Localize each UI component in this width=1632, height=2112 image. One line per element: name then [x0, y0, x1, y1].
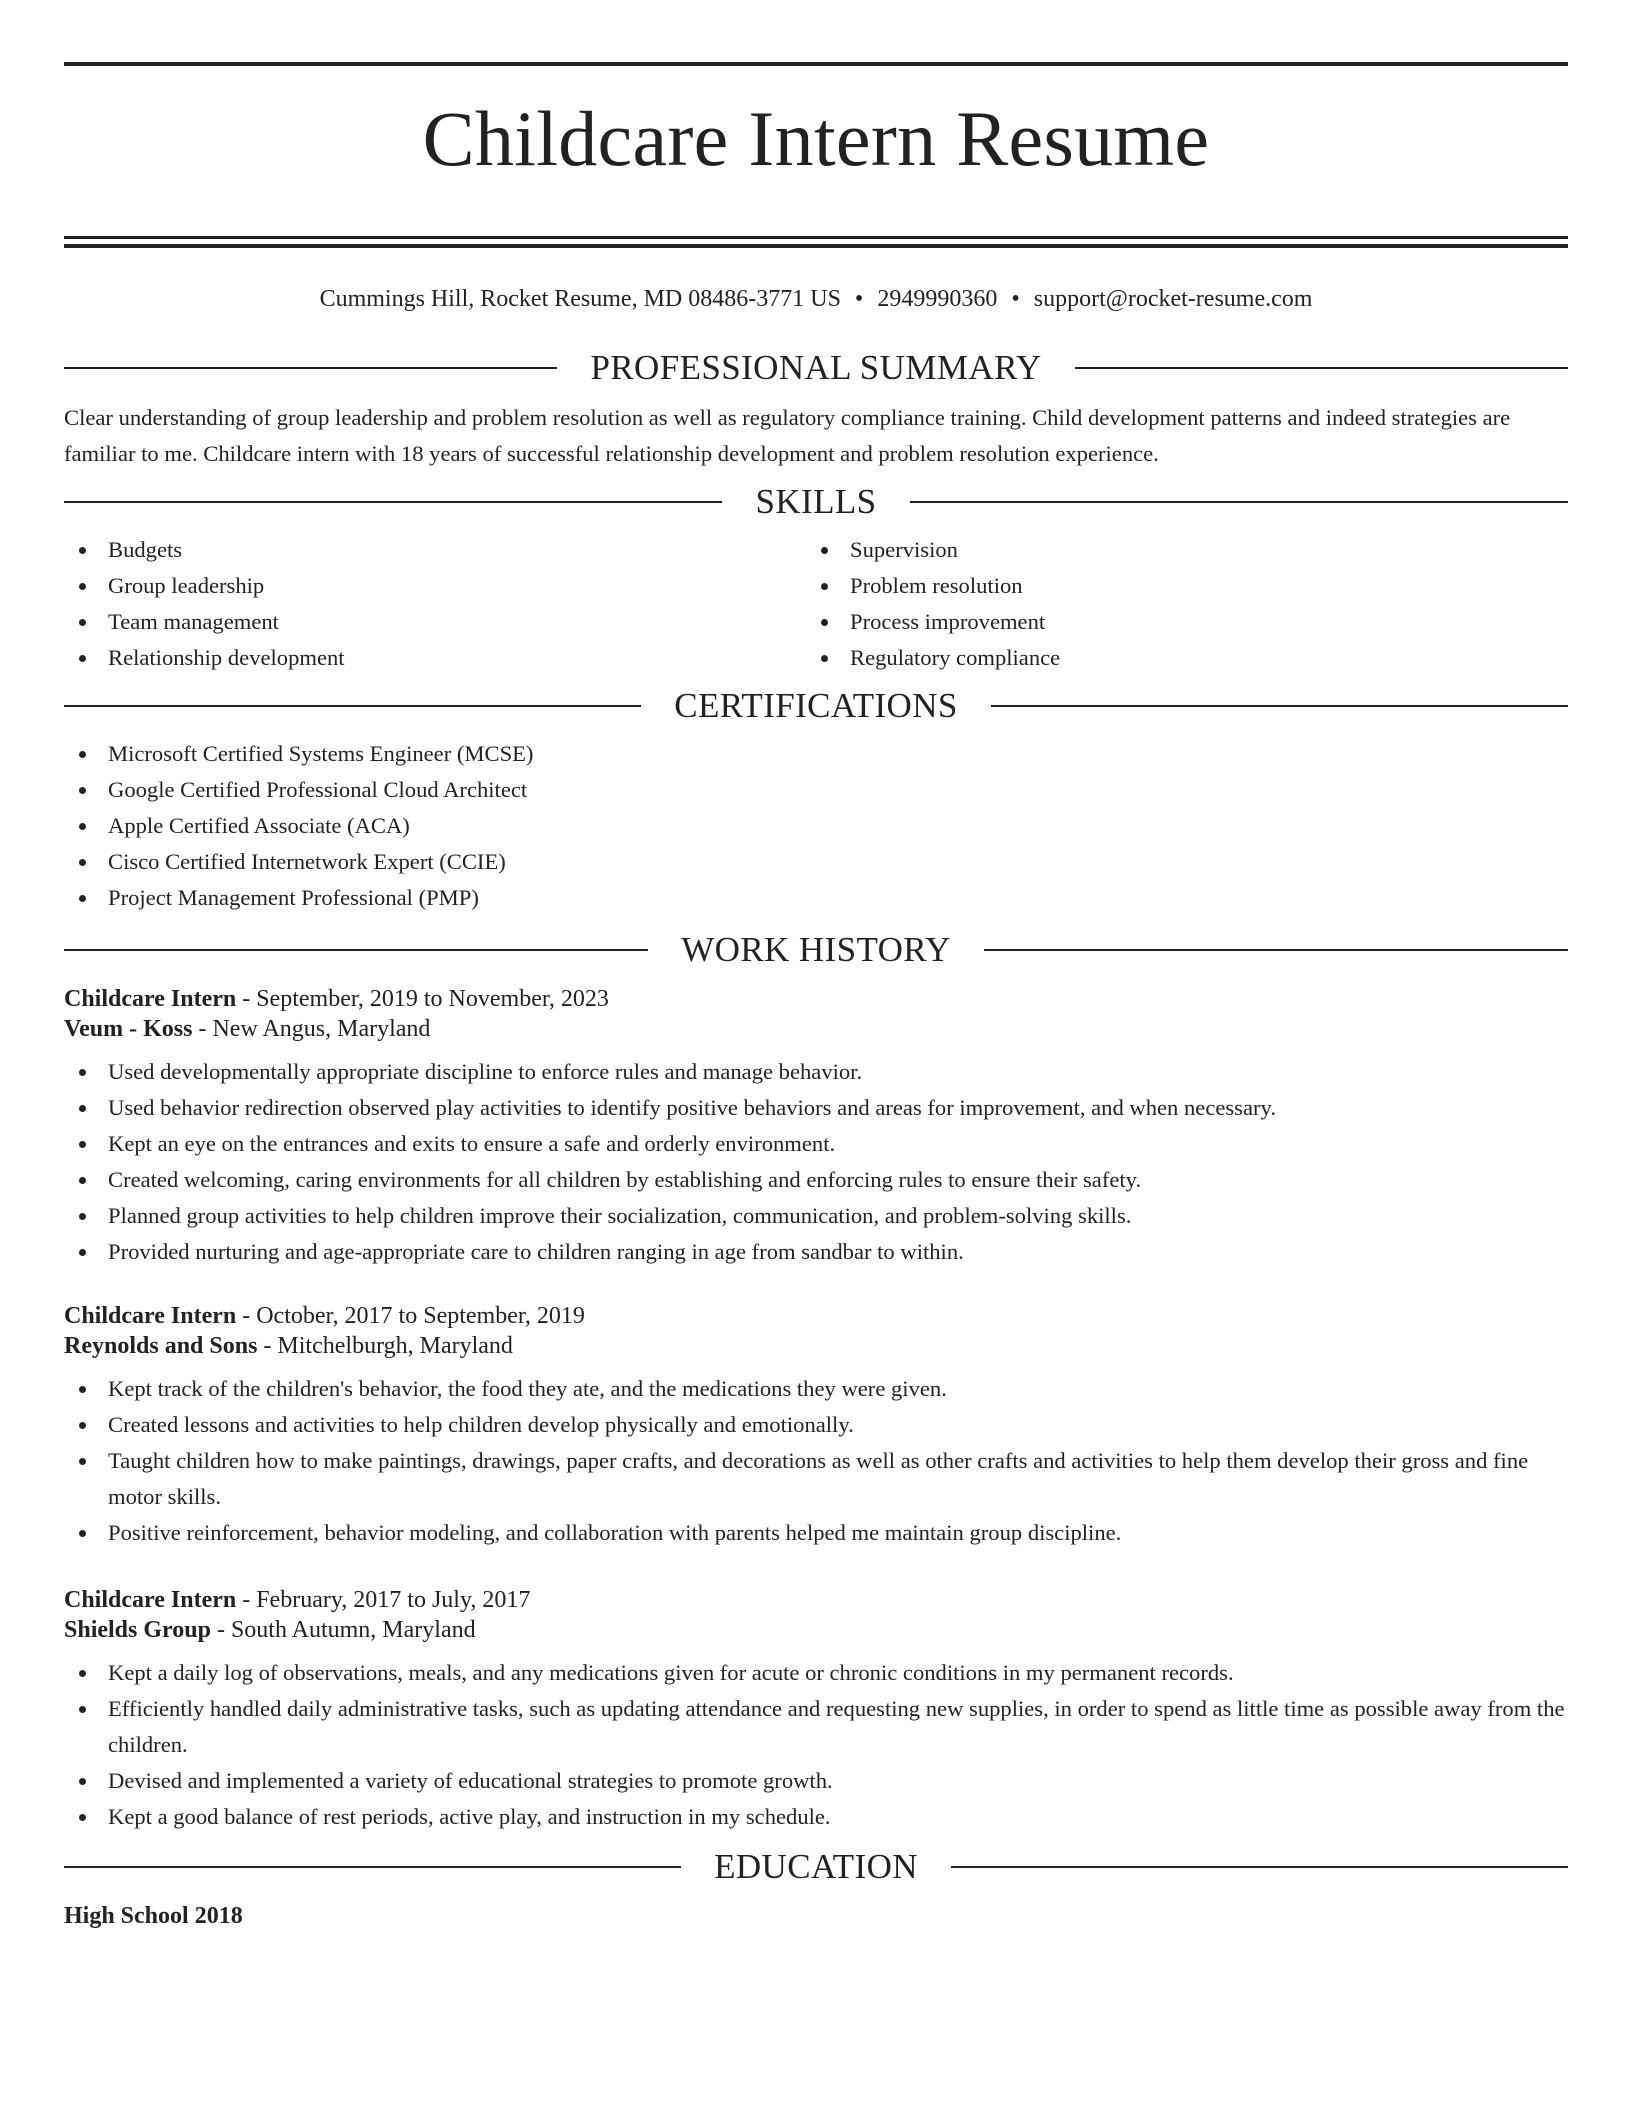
resume-content [64, 62, 1568, 1931]
job-location: - New Angus, Maryland [192, 1016, 431, 1042]
job-bullet: Planned group activities to help children improve their socialization, communication, and problem-solving skills. [64, 1198, 1568, 1234]
skill-item: Relationship development [64, 640, 806, 676]
job-company: Reynolds and Sons [64, 1333, 258, 1359]
section-heading-certifications [64, 686, 1568, 726]
job-bullet: Positive reinforcement, behavior modeling, and collaboration with parents helped me maintain group discipline. [64, 1515, 1568, 1551]
contact-separator: • [1011, 286, 1020, 312]
section-heading-work-history [64, 930, 1568, 970]
contact-email: support@rocket-resume.com [1033, 286, 1313, 312]
skill-item: Supervision [806, 532, 1548, 568]
heading-rule-left [64, 501, 722, 503]
job-bullet: Created lessons and activities to help children develop physically and emotionally. [64, 1407, 1568, 1443]
job-title-line [64, 1301, 1568, 1331]
certification-item: Cisco Certified Internetwork Expert (CCIE) [64, 844, 1568, 880]
section-heading-summary [64, 348, 1568, 388]
summary-text: Clear understanding of group leadership and problem resolution as well as regulatory compliance training. Child development patterns and indeed strategies are familiar to me. Childcare intern with 18 years of successful relationship development and problem resolution experience. [64, 405, 1511, 466]
job-company-line [64, 1615, 1568, 1645]
job-bullets [64, 1054, 1568, 1270]
section-heading-skills [64, 482, 1568, 522]
job-company-line [64, 1331, 1568, 1361]
contact-address: Cummings Hill, Rocket Resume, MD 08486-3771 US [319, 286, 841, 312]
skill-item: Problem resolution [806, 568, 1548, 604]
certification-item: Microsoft Certified Systems Engineer (MCSE) [64, 736, 1568, 772]
heading-rule-right [991, 705, 1568, 707]
skills-grid [64, 532, 1568, 676]
skill-item: Group leadership [64, 568, 806, 604]
job-bullets [64, 1371, 1568, 1551]
heading-rule-right [951, 1866, 1568, 1868]
heading-rule-right [984, 949, 1568, 951]
heading-rule-right [910, 501, 1568, 503]
job-bullet: Devised and implemented a variety of educational strategies to promote growth. [64, 1763, 1568, 1799]
certification-item: Project Management Professional (PMP) [64, 880, 1568, 916]
job-title-line [64, 984, 1568, 1014]
job-company: Shields Group [64, 1617, 211, 1643]
job-company: Veum - Koss [64, 1016, 193, 1042]
certification-item: Google Certified Professional Cloud Architect [64, 772, 1568, 808]
job-title-line [64, 1585, 1568, 1615]
job-bullet: Kept track of the children's behavior, the food they ate, and the medications they were given. [64, 1371, 1568, 1407]
section-title: WORK HISTORY [681, 930, 951, 969]
contact-phone: 2949990360 [877, 286, 998, 312]
job-bullet: Used behavior redirection observed play activities to identify positive behaviors and areas for improvement, and when necessary. [64, 1090, 1568, 1126]
contact-separator: • [854, 286, 864, 312]
job-entry [64, 984, 1568, 1270]
job-bullet: Used developmentally appropriate discipline to enforce rules and manage behavior. [64, 1054, 1568, 1090]
certifications-list [64, 736, 1568, 916]
job-dates: - October, 2017 to September, 2019 [236, 1303, 585, 1329]
job-bullet: Kept an eye on the entrances and exits to ensure a safe and orderly environment. [64, 1126, 1568, 1162]
skill-item: Budgets [64, 532, 806, 568]
section-title: SKILLS [755, 482, 877, 521]
certification-item: Apple Certified Associate (ACA) [64, 808, 1568, 844]
heading-rule-left [64, 367, 557, 369]
job-bullet: Kept a daily log of observations, meals, and any medications given for acute or chronic conditions in my permanent records. [64, 1655, 1568, 1691]
page-title: Childcare Intern Resume [422, 95, 1210, 182]
section-title: EDUCATION [714, 1847, 918, 1886]
top-rule [64, 62, 1568, 66]
job-location: - South Autumn, Maryland [210, 1617, 476, 1643]
job-bullets [64, 1655, 1568, 1835]
job-bullet: Kept a good balance of rest periods, active play, and instruction in my schedule. [64, 1799, 1568, 1835]
job-dates: - September, 2019 to November, 2023 [236, 986, 609, 1012]
job-bullet: Efficiently handled daily administrative tasks, such as updating attendance and requesting new supplies, in order to spend as little time as possible away from the children. [64, 1691, 1568, 1763]
job-bullet: Taught children how to make paintings, drawings, paper crafts, and decorations as well as other crafts and activities to help them develop their gross and fine motor skills. [64, 1443, 1568, 1515]
heading-rule-right [1075, 367, 1568, 369]
skills-list-right [806, 532, 1548, 676]
job-dates: - February, 2017 to July, 2017 [236, 1587, 531, 1613]
job-entry [64, 1301, 1568, 1551]
skills-list-left [64, 532, 806, 676]
skill-item: Regulatory compliance [806, 640, 1548, 676]
section-heading-education [64, 1847, 1568, 1887]
education-entry: High School 2018 [64, 1903, 243, 1929]
heading-rule-left [64, 949, 648, 951]
job-bullet: Provided nurturing and age-appropriate care to children ranging in age from sandbar to within. [64, 1234, 1568, 1270]
job-company-line [64, 1014, 1568, 1044]
title-double-rule [64, 236, 1568, 248]
job-entry [64, 1585, 1568, 1835]
skill-item: Process improvement [806, 604, 1548, 640]
section-title: CERTIFICATIONS [674, 686, 958, 725]
skill-item: Team management [64, 604, 806, 640]
heading-rule-left [64, 1866, 681, 1868]
heading-rule-left [64, 705, 641, 707]
job-title: Childcare Intern [64, 1303, 237, 1329]
section-title: PROFESSIONAL SUMMARY [590, 348, 1042, 387]
job-bullet: Created welcoming, caring environments for all children by establishing and enforcing rules to ensure their safety. [64, 1162, 1568, 1198]
job-location: - Mitchelburgh, Maryland [257, 1333, 513, 1359]
job-title: Childcare Intern [64, 986, 237, 1012]
job-title: Childcare Intern [64, 1587, 237, 1613]
contact-line [64, 284, 1568, 314]
